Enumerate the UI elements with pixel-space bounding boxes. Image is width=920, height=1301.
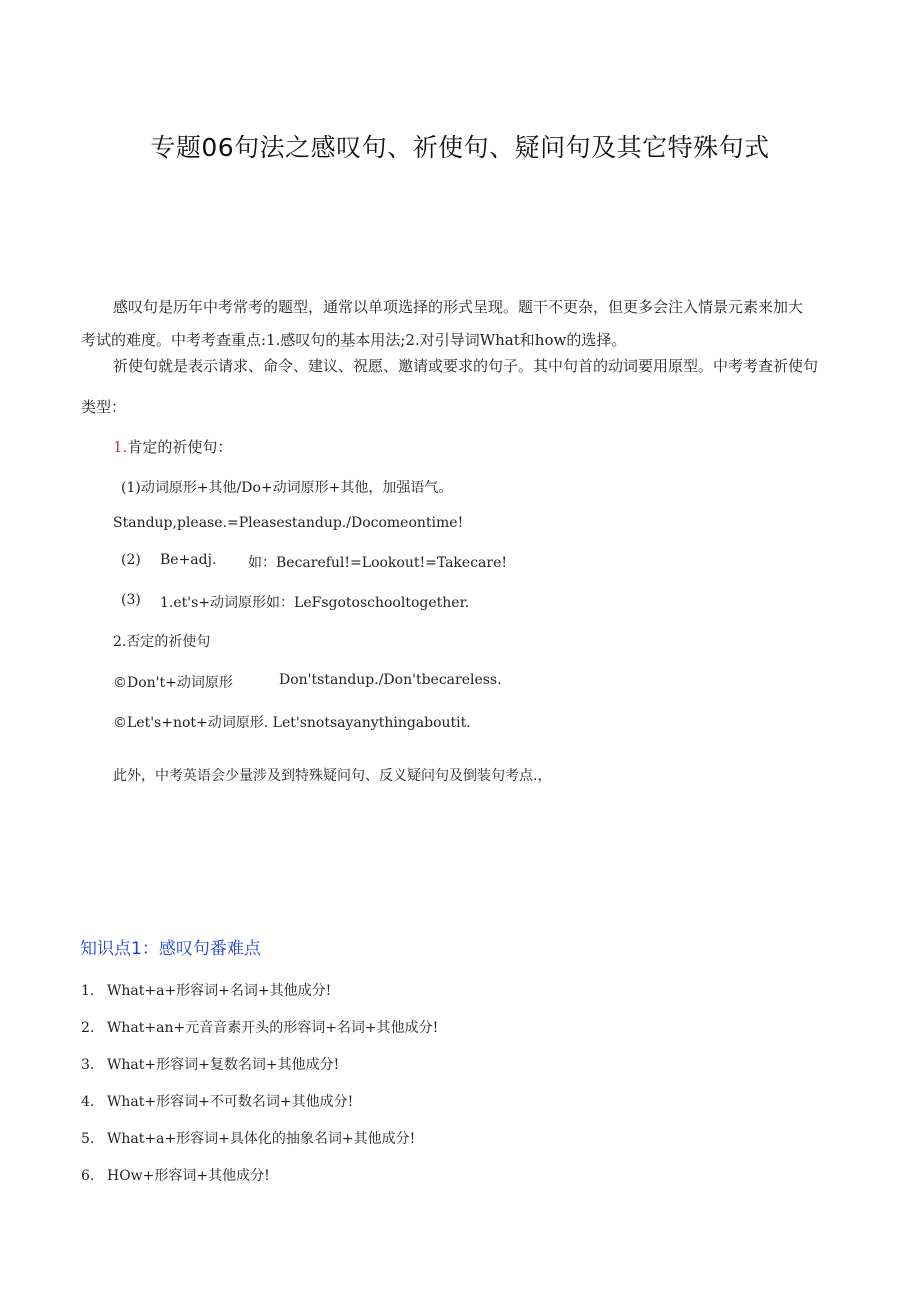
list-item-text: What+a+形容词+名词+其他成分!: [107, 983, 332, 999]
negative-imperative-heading: 2.否定的祈使句: [113, 634, 211, 650]
list-item-number: 3.: [81, 1057, 95, 1073]
positive-imperative-heading: [113, 436, 232, 457]
intro-paragraph-2-line-1: 祈使句就是表示请求、命令、建议、祝愿、邀请或要求的句子。其中句首的动词要用原型。中考考查祈使句: [113, 357, 819, 375]
list-item-text: What+形容词+不可数名词+其他成分!: [107, 1094, 354, 1110]
list-item-number: 2.: [81, 1020, 95, 1036]
negative-rule-2: ©Let's+not+动词原形. Let'snotsayanythingaboutit.: [113, 715, 471, 731]
intro-paragraph-2-line-2: 类型：: [81, 398, 127, 416]
list-item-number: 4.: [81, 1094, 95, 1110]
list-item: [81, 1128, 415, 1148]
imperative-rule-2-example: 如：Becareful!=Lookout!=Takecare!: [248, 555, 507, 571]
imperative-example-1: Standup,please.=Pleasestandup./Docomeontime!: [113, 515, 464, 531]
list-item: [81, 1054, 339, 1074]
imperative-rule-3-number: (3): [121, 592, 141, 608]
knowledge-point-heading: 知识点1：感叹句番难点: [80, 939, 261, 959]
outro-paragraph: 此外，中考英语会少量涉及到特殊疑问句、反义疑问句及倒装句考点.，: [113, 768, 552, 784]
imperative-rule-3-text: 1.et's+动词原形如：LeFsgotoschooltogether.: [160, 595, 470, 611]
intro-paragraph-1-line-2: 考试的难度。中考考查重点:1.感叹句的基本用法;2.对引导词What和how的选择。: [81, 331, 627, 349]
list-item-number: 6.: [81, 1168, 95, 1184]
intro-paragraph-1-line-1: 感叹句是历年中考常考的题型，通常以单项选择的形式呈现。题干不更杂，但更多会注入情景元素来加大: [113, 298, 804, 316]
document-title: 专题06句法之感叹句、祈使句、疑问句及其它特殊句式: [150, 133, 770, 162]
list-item: [81, 980, 331, 1000]
negative-rule-1-example: Don'tstandup./Don'tbecareless.: [279, 672, 502, 688]
positive-imperative-label: 肯定的祈使句：: [127, 438, 233, 456]
negative-rule-1-form: ©Don't+动词原形: [113, 675, 233, 691]
list-item: [81, 1091, 353, 1111]
imperative-rule-2-form: Be+adj.: [160, 552, 217, 568]
imperative-rule-1: (1)动词原形+其他/Do+动词原形+其他，加强语气。: [121, 480, 453, 496]
imperative-rule-2-number: (2): [121, 552, 141, 568]
list-item: [81, 1165, 270, 1185]
list-item: [81, 1017, 438, 1037]
list-item-text: What+an+元音音素开头的形容词+名词+其他成分!: [107, 1020, 439, 1036]
list-item-number: 5.: [81, 1131, 95, 1147]
list-item-text: What+a+形容词+具体化的抽象名词+其他成分!: [107, 1131, 416, 1147]
list-item-text: HOw+形容词+其他成分!: [107, 1168, 270, 1184]
positive-imperative-number: 1.: [113, 438, 128, 456]
list-item-text: What+形容词+复数名词+其他成分!: [107, 1057, 340, 1073]
list-item-number: 1.: [81, 983, 95, 999]
